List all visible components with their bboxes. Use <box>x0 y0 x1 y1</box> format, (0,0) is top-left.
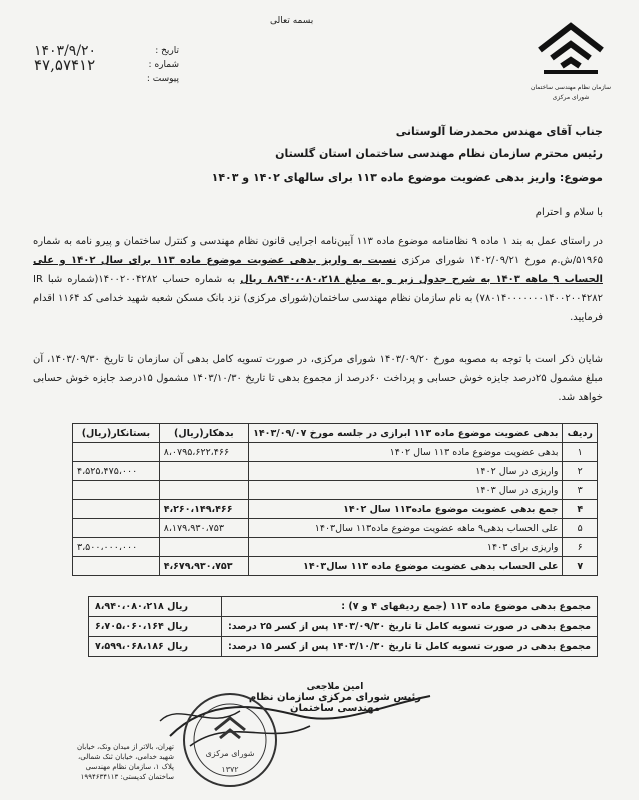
number-row <box>34 58 179 72</box>
org-name-1: سازمان نظام مهندسی ساختمان <box>530 84 612 91</box>
recipient-line-2: رئیس محترم سازمان نظام مهندسی ساختمان استان گلستان <box>275 147 603 160</box>
summary-amount: ۷،۵۹۹،۰۶۸،۱۸۶ <box>95 641 164 652</box>
summary-unit: ریال <box>167 601 188 612</box>
summary-row <box>89 597 598 617</box>
cell-no: ۶ <box>563 538 598 557</box>
cell-description: بدهی عضویت موضوع ماده ۱۱۳ سال ۱۴۰۲ <box>249 443 563 462</box>
cell-no: ۳ <box>563 481 598 500</box>
cell-description: علی الحساب بدهی عضویت موضوع ماده ۱۱۳ سال۱۴۰۳ <box>249 557 563 576</box>
org-logo <box>529 20 613 102</box>
cell-no: ۱ <box>563 443 598 462</box>
seal-year: ۱۳۷۲ <box>221 765 239 774</box>
summary-table <box>88 596 598 657</box>
cell-no: ۲ <box>563 462 598 481</box>
paragraph-1 <box>33 232 603 327</box>
cell-debit: ۸،۰۷۹۵،۶۲۲،۴۶۶ <box>159 443 248 462</box>
table-row <box>73 481 598 500</box>
table-row <box>73 519 598 538</box>
cell-credit <box>73 443 160 462</box>
address-line: ساختمان کدپستی: ۱۹۹۴۶۳۴۱۱۳ <box>80 773 174 781</box>
signer-name: امین ملاجعی <box>306 682 364 692</box>
letter-meta <box>34 44 179 86</box>
summary-row <box>89 637 598 657</box>
paragraph-1-b: نسبت به واریز بدهی عضویت موضوع ماده ۱۱۳ برای سال ۱۴۰۲ و علی الحساب ۹ ماهه ۱۴۰۳ به شرح جدول زیر و به مبلغ ۸،۹۴۰،۰۸۰،۲۱۸ ریال <box>33 255 603 285</box>
summary-value <box>89 597 222 617</box>
summary-unit: ریال <box>167 621 188 632</box>
recipient-line-1: جناب آقای مهندس محمدرضا آلوستانی <box>395 125 603 138</box>
date-label: تاریخ : <box>155 46 179 56</box>
top-title: بسمه تعالی <box>270 16 314 26</box>
cell-description: علی الحساب بدهی۹ ماهه عضویت موضوع ماده۱۱۳ سال۱۴۰۳ <box>249 519 563 538</box>
official-seal <box>180 690 280 794</box>
cell-description: جمع بدهی عضویت موضوع ماده۱۱۳ سال ۱۴۰۲ <box>249 500 563 519</box>
number-label: شماره : <box>148 60 179 70</box>
attachment-label: پیوست : <box>146 74 179 84</box>
footer-address <box>24 742 174 782</box>
cell-no: ۵ <box>563 519 598 538</box>
date-value: ۱۴۰۳/۹/۲۰ <box>34 43 97 59</box>
cell-credit <box>73 557 160 576</box>
subject-line: موضوع: واریز بدهی عضویت موضوع ماده ۱۱۳ برای سالهای ۱۴۰۲ و ۱۴۰۳ <box>211 171 603 184</box>
debt-table-header <box>73 424 598 443</box>
cell-description: واریزی در سال ۱۴۰۳ <box>249 481 563 500</box>
address-line: تهران، بالاتر از میدان ونک، خیابان <box>77 743 174 751</box>
cell-credit: ۳،۵۰۰،۰۰۰،۰۰۰ <box>73 538 160 557</box>
paragraph-1-a: در راستای عمل به بند ۱ ماده ۹ نظامنامه موضوع ماده ۱۱۳ آیین‌نامه اجرایی قانون نظام مهندسی و کنترل ساختمان و پیرو نامه به شماره ۵۱۹۶۵/ش.م مورخ ۱۴۰۲/۰۹/۲۱ شورای مرکزی <box>33 236 603 266</box>
seal-text: شورای مرکزی <box>205 749 255 758</box>
cell-credit: ۴،۵۲۵،۴۷۵،۰۰۰ <box>73 462 160 481</box>
summary-amount: ۶،۷۰۵،۰۶۰،۱۶۴ <box>95 621 164 632</box>
attachment-row <box>34 72 179 86</box>
cell-no: ۴ <box>563 500 598 519</box>
cell-debit <box>159 538 248 557</box>
number-value: ۴۷,۵۷۴۱۲ <box>34 56 96 74</box>
cell-credit <box>73 481 160 500</box>
summary-label: مجموع بدهی در صورت تسویه کامل تا تاریخ ۱۴۰۳/۱۰/۳۰ پس از کسر ۱۵ درصد: <box>222 637 598 657</box>
table-row <box>73 462 598 481</box>
address-line: پلاک ۱، سازمان نظام مهندسی <box>85 763 174 771</box>
col-debit: بدهکار(ریال) <box>159 424 248 443</box>
cell-debit <box>159 462 248 481</box>
cell-description: واریزی در سال ۱۴۰۲ <box>249 462 563 481</box>
table-row <box>73 538 598 557</box>
cell-credit <box>73 500 160 519</box>
cell-debit: ۸،۱۷۹،۹۳۰،۷۵۳ <box>159 519 248 538</box>
summary-unit: ریال <box>167 641 188 652</box>
org-name-2: شورای مرکزی <box>552 94 590 101</box>
table-row <box>73 500 598 519</box>
table-row <box>73 557 598 576</box>
table-row <box>73 443 598 462</box>
cell-debit: ۴،۲۶۰،۱۴۹،۴۶۶ <box>159 500 248 519</box>
summary-value <box>89 617 222 637</box>
col-row-no: ردیف <box>563 424 598 443</box>
summary-label: مجموع بدهی در صورت تسویه کامل تا تاریخ ۱۴۰۳/۰۹/۳۰ پس از کسر ۲۵ درصد: <box>222 617 598 637</box>
seal-icon <box>180 690 280 790</box>
cell-description: واریزی برای ۱۴۰۳ <box>249 538 563 557</box>
address-line: شهید خدامی، خیابان ثنک شمالی، <box>78 753 174 761</box>
col-credit: بستانکار(ریال) <box>73 424 160 443</box>
summary-row <box>89 617 598 637</box>
summary-value <box>89 637 222 657</box>
cell-credit <box>73 519 160 538</box>
col-description: بدهی عضویت موضوع ماده ۱۱۳ ابرازی در جلسه مورخ ۱۴۰۳/۰۹/۰۷ <box>249 424 563 443</box>
signer-title: رئیس شورای مرکزی سازمان نظام مهندسی ساختمان <box>248 692 422 714</box>
summary-label: مجموع بدهی موضوع ماده ۱۱۳ (جمع ردیفهای ۴ و ۷) : <box>222 597 598 617</box>
debt-table <box>72 423 598 576</box>
paragraph-1-c: به شماره حساب ۱۴۰۰۲۰۰۴۲۸۲(شماره شبا IR ۷۸۰۱۴۰۰۰۰۰۰۰۱۴۰۰۲۰۰۴۲۸۲) به نام سازمان نظام مهندسی ساختمان(شورای مرکزی) نزد بانک مسکن شعبه شهید خدامی کد ۱۱۶۴ اقدام فرمایید. <box>33 274 603 323</box>
greeting: با سلام و احترام <box>535 207 603 218</box>
cell-no: ۷ <box>563 557 598 576</box>
cell-debit: ۴،۶۷۹،۹۳۰،۷۵۳ <box>159 557 248 576</box>
paragraph-2: شایان ذکر است با توجه به مصوبه مورخ ۱۴۰۳/۰۹/۲۰ شورای مرکزی، در صورت تسویه کامل بدهی آن سازمان تا تاریخ ۱۴۰۳/۰۹/۳۰، آن مبلغ مشمول ۲۵درصد جایزه خوش حسابی و پرداخت ۶۰درصد از مجموع بدهی تا تاریخ ۱۴۰۳/۱۰/۳۰ مشمول ۱۵درصد جایزه خوش حسابی خواهد شد. <box>33 354 604 403</box>
summary-amount: ۸،۹۴۰،۰۸۰،۲۱۸ <box>95 601 164 612</box>
org-logo-icon <box>536 20 606 78</box>
cell-debit <box>159 481 248 500</box>
